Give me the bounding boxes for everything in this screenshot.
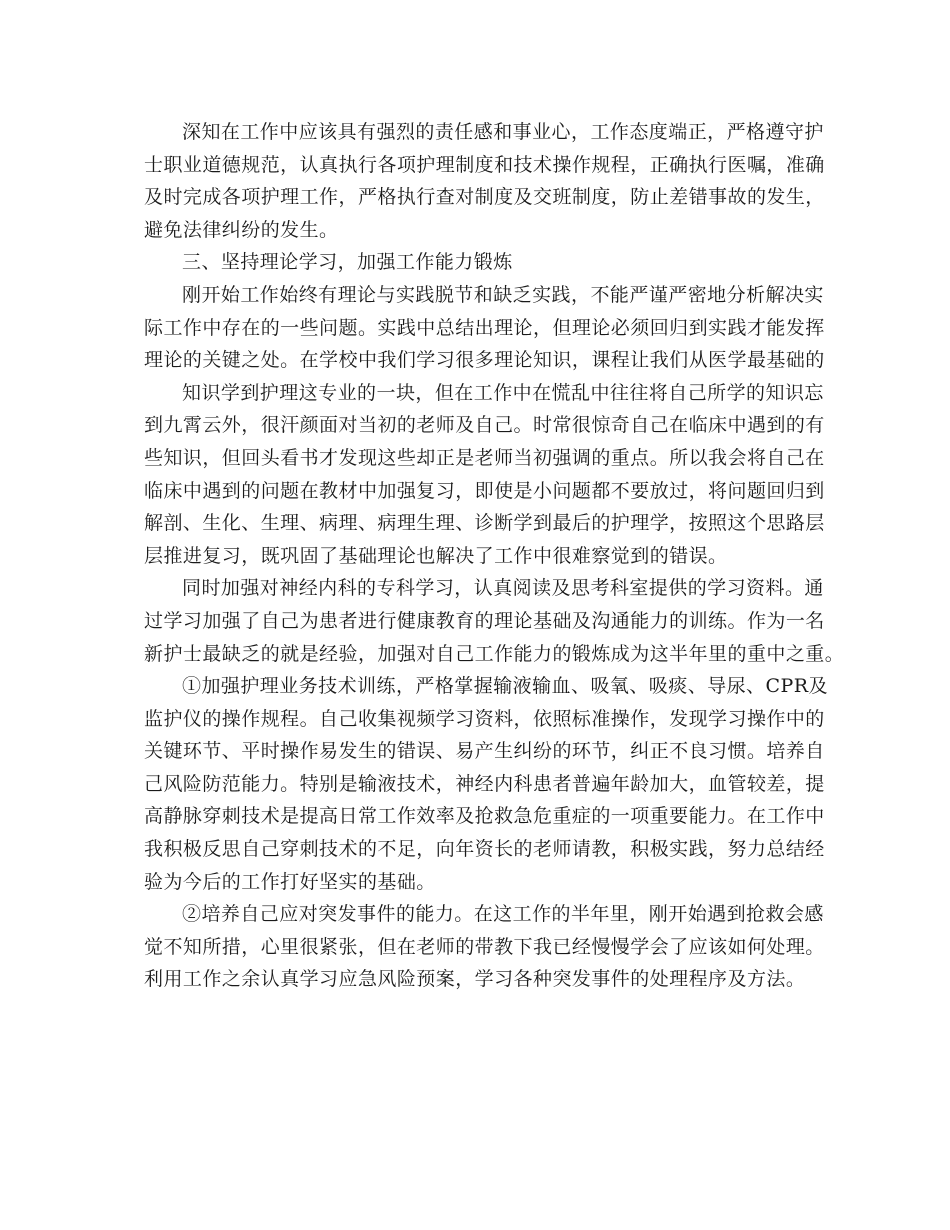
text-line: ②培养自己应对突发事件的能力。在这工作的半年里，刚开始遇到抢救会感 (182, 903, 824, 926)
section-heading: 三、坚持理论学习，加强工作能力锻炼 (182, 251, 513, 274)
text-line: 深知在工作中应该具有强烈的责任感和事业心，工作态度端正，严格遵守护 (182, 121, 824, 143)
text-line: 新护士最缺乏的就是经验，加强对自己工作能力的锻炼成为这半年里的重中之重。 (144, 642, 845, 665)
text-line: 觉不知所措，心里很紧张，但在老师的带教下我已经慢慢学会了应该如何处理。 (144, 935, 825, 958)
text-line: 同时加强对神经内科的专科学习，认真阅读及思考科室提供的学习资料。通 (182, 577, 824, 600)
text-line: 验为今后的工作打好坚实的基础。 (144, 870, 436, 893)
text-line: 己风险防范能力。特别是输液技术，神经内科患者普遍年龄加大，血管较差，提 (144, 772, 825, 795)
text-line: 避免法律纠纷的发生。 (144, 218, 339, 241)
text-line: 及时完成各项护理工作，严格执行查对制度及交班制度，防止差错事故的发生， (144, 186, 825, 209)
text-line: 理论的关键之处。在学校中我们学习很多理论知识，课程让我们从医学最基础的 (144, 349, 825, 372)
text-line: 临床中遇到的问题在教材中加强复习，即使是小问题都不要放过，将问题回归到 (144, 479, 825, 502)
text-line: 士职业道德规范，认真执行各项护理制度和技术操作规程，正确执行医嘱，准确 (144, 153, 825, 176)
text-line: ①加强护理业务技术训练，严格掌握输液输血、吸氧、吸痰、导尿、CPR及 (182, 675, 828, 698)
text-line: 解剖、生化、生理、病理、病理生理、诊断学到最后的护理学，按照这个思路层 (144, 512, 825, 535)
text-line: 利用工作之余认真学习应急风险预案，学习各种突发事件的处理程序及方法。 (144, 968, 806, 991)
text-line: 到九霄云外，很汗颜面对当初的老师及自己。时常很惊奇自己在临床中遇到的有 (144, 414, 825, 437)
text-line: 监护仪的操作规程。自己收集视频学习资料，依照标准操作，发现学习操作中的 (144, 707, 825, 730)
text-line: 知识学到护理这专业的一块，但在工作中在慌乱中往往将自己所学的知识忘 (182, 381, 824, 404)
text-line: 层推进复习，既巩固了基础理论也解决了工作中很难察觉到的错误。 (144, 544, 728, 567)
text-line: 刚开始工作始终有理论与实践脱节和缺乏实践，不能严谨严密地分析解决实 (182, 283, 824, 306)
document-body (144, 116, 845, 996)
text-line: 我积极反思自己穿刺技术的不足，向年资长的老师请教，积极实践，努力总结经 (144, 838, 825, 861)
text-line: 高静脉穿刺技术是提高日常工作效率及抢救急危重症的一项重要能力。在工作中 (144, 805, 825, 828)
text-line: 关键环节、平时操作易发生的错误、易产生纠纷的环节，纠正不良习惯。培养自 (144, 740, 825, 763)
text-line: 些知识，但回头看书才发现这些却正是老师当初强调的重点。所以我会将自己在 (144, 446, 825, 469)
text-line: 际工作中存在的一些问题。实践中总结出理论，但理论必须回归到实践才能发挥 (144, 316, 825, 339)
text-line: 过学习加强了自己为患者进行健康教育的理论基础及沟通能力的训练。作为一名 (144, 609, 825, 632)
